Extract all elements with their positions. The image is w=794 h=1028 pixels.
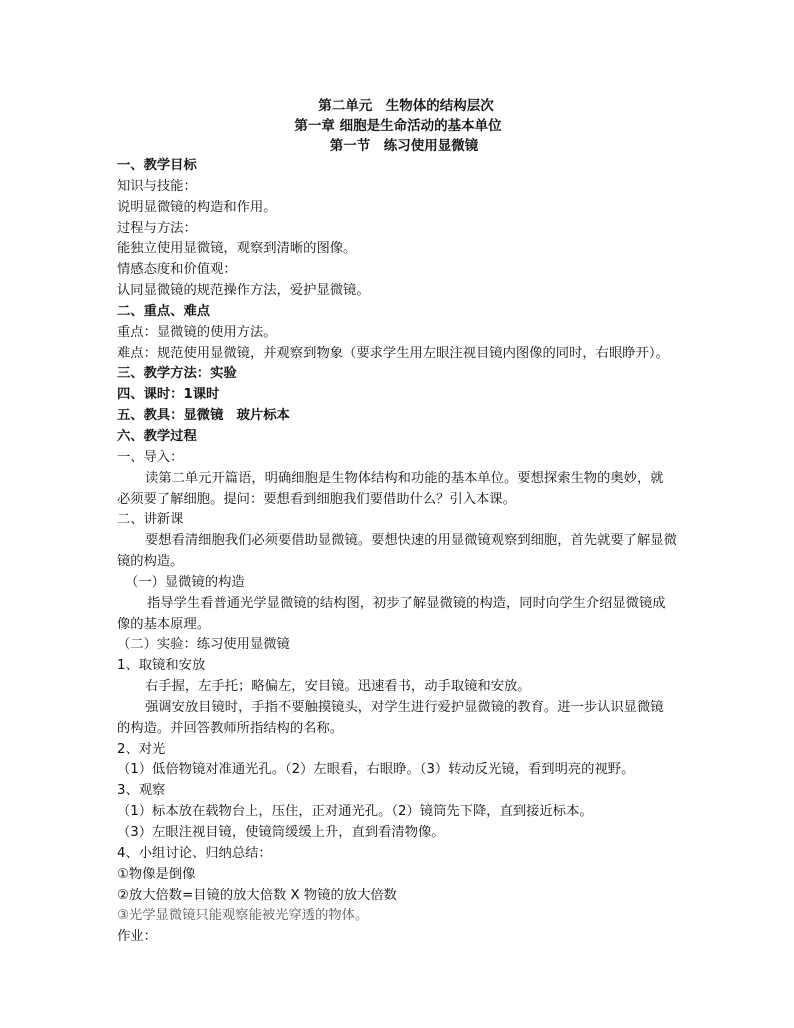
goal-knowledge-label: 知识与技能：	[117, 178, 197, 194]
step1-line2: 强调安放目镜时，手指不要触摸镜头，对学生进行爱护显微镜的教育。进一步认识显微镜	[145, 699, 664, 715]
intro-paragraph-line1: 读第二单元开篇语，明确细胞是生物体结构和功能的基本单位。要想探索生物的奥妙，就	[145, 470, 664, 486]
summary-item-3: ③光学显微镜只能观察能被光穿透的物体。	[117, 908, 369, 924]
step1-heading: 1、取镜和安放	[117, 658, 206, 674]
step1-line1: 右手握，左手托；略偏左，安目镜。迅速看书，动手取镜和安放。	[145, 679, 531, 695]
goal-attitude-label: 情感态度和价值观：	[117, 262, 237, 278]
subsection-experiment-heading: （二）实验：练习使用显微镜	[117, 637, 290, 653]
chapter-title: 第一章 细胞是生命活动的基本单位	[294, 118, 502, 134]
summary-item-2: ②放大倍数=目镜的放大倍数 X 物镜的放大倍数	[117, 887, 397, 903]
heading-class-hours: 四、课时：1课时	[117, 387, 220, 403]
goal-process-label: 过程与方法：	[117, 220, 197, 236]
difficult-point-text: 难点：规范使用显微镜，并观察到物象（要求学生用左眼注视目镜内图像的同时，右眼睁开）。	[117, 345, 669, 361]
summary-item-1: ①物像是倒像	[117, 866, 196, 882]
step4-heading: 4、小组讨论、归纳总结：	[117, 845, 272, 861]
key-point-text: 重点：显微镜的使用方法。	[117, 324, 277, 340]
step2-line1: （1）低倍物镜对准通光孔。（2）左眼看，右眼睁。（3）转动反光镜，看到明亮的视野。	[117, 762, 635, 778]
heading-teaching-process: 六、教学过程	[117, 428, 197, 444]
new-lesson-heading: 二、讲新课	[117, 512, 184, 528]
goal-knowledge-text: 说明显微镜的构造和作用。	[117, 199, 277, 215]
subsection-structure-line1: 指导学生看普通光学显微镜的结构图，初步了解显微镜的构造，同时向学生介绍显微镜成	[147, 595, 666, 611]
heading-teaching-goals: 一、教学目标	[117, 158, 197, 173]
goal-attitude-text: 认同显微镜的规范操作方法，爱护显微镜。	[117, 283, 370, 299]
step3-heading: 3、观察	[117, 783, 166, 799]
new-lesson-line1: 要想看清细胞我们必须要借助显微镜。要想快速的用显微镜观察到细胞，首先就要了解显微	[145, 533, 677, 549]
goal-process-text: 能独立使用显微镜，观察到清晰的图像。	[117, 241, 357, 257]
intro-heading: 一、导入：	[117, 449, 184, 465]
heading-method: 三、教学方法：实验	[117, 366, 237, 382]
homework-label: 作业：	[117, 929, 157, 945]
step3-line1: （1）标本放在载物台上，压住，正对通光孔。（2）镜筒先下降，直到接近标本。	[117, 804, 593, 820]
heading-teaching-aids: 五、教具：显微镜 玻片标本	[117, 408, 290, 424]
step2-heading: 2、对光	[117, 741, 166, 757]
section-title: 第一节 练习使用显微镜	[329, 138, 479, 154]
new-lesson-line2: 镜的构造。	[117, 554, 184, 570]
subsection-structure-heading: （一）显微镜的构造	[125, 574, 245, 590]
intro-paragraph-line2: 必须要了解细胞。提问：要想看到细胞我们要借助什么？引入本课。	[117, 491, 516, 507]
heading-key-points: 二、重点、难点	[117, 303, 211, 319]
step1-line3: 的构造。并回答教师所指结构的名称。	[117, 720, 344, 736]
document-body	[117, 156, 692, 948]
step3-line2: （3）左眼注视目镜，使镜筒缓缓上升，直到看清物像。	[117, 825, 445, 840]
unit-title: 第二单元 生物体的结构层次	[318, 98, 494, 114]
subsection-structure-line2: 像的基本原理。	[117, 616, 211, 632]
title-block	[0, 96, 794, 156]
